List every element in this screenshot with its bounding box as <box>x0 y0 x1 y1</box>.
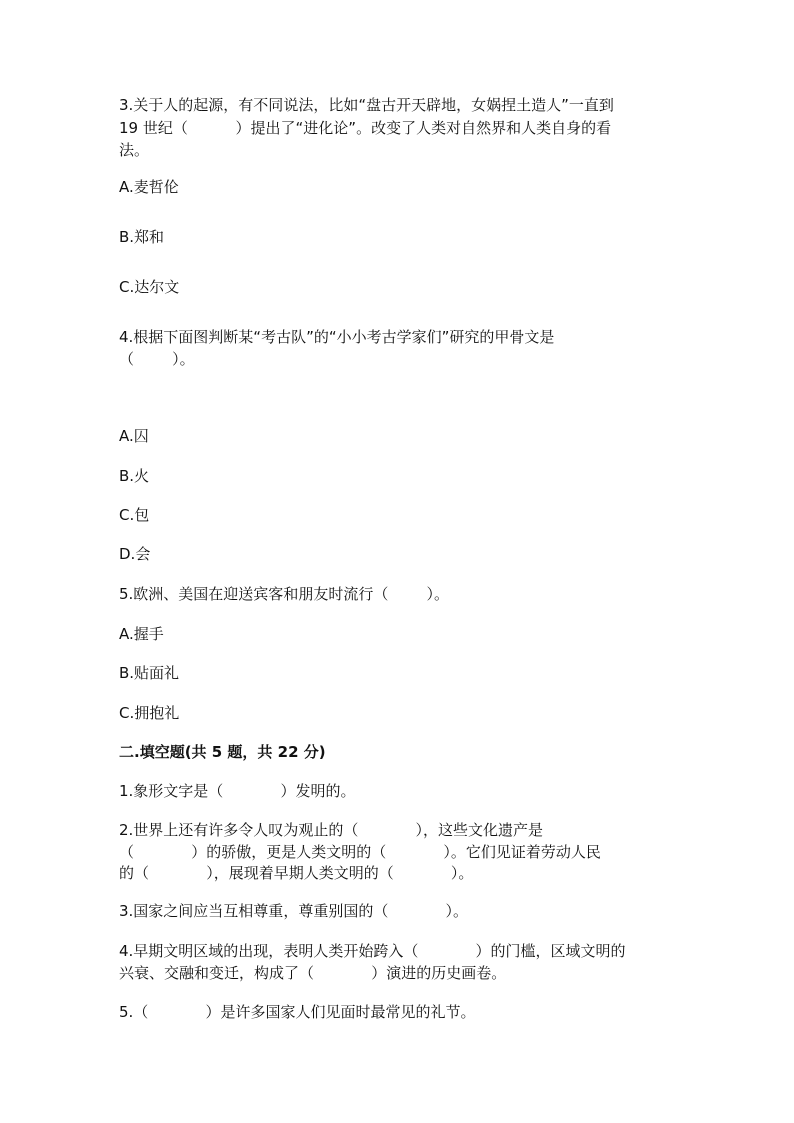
question-text: 5.欧洲、美国在迎送宾客和朋友时流行（ ）。 <box>119 585 449 603</box>
section-title: 二.填空题(共 5 题，共 22 分) <box>119 743 326 761</box>
option-d: D.会 <box>119 545 151 563</box>
option-b: B.郑和 <box>119 228 165 246</box>
option-c: C.包 <box>119 506 150 524</box>
option-b: B.火 <box>119 467 150 485</box>
question-text: （ ）。 <box>119 350 195 368</box>
question-text: 法。 <box>119 141 150 159</box>
question-text: 4.根据下面图判断某“考古队”的“小小考古学家们”研究的甲骨文是 <box>119 328 555 346</box>
question-text: 兴衰、交融和变迁，构成了（ ）演进的历史画卷。 <box>119 964 507 982</box>
question-text: 的（ ），展现着早期人类文明的（ ）。 <box>119 864 474 882</box>
question-text: （ ）的骄傲，更是人类文明的（ ）。它们见证着劳动人民 <box>119 843 601 861</box>
fill-question-5: 5.（ ）是许多国家人们见面时最常见的礼节。 <box>119 1003 476 1021</box>
option-a: A.囚 <box>119 427 149 445</box>
question-text: 19 世纪（ ）提出了“进化论”。改变了人类对自然界和人类自身的看 <box>119 119 612 137</box>
option-a: A.握手 <box>119 625 164 643</box>
question-text: 2.世界上还有许多令人叹为观止的（ ），这些文化遗产是 <box>119 821 544 839</box>
option-c: C.达尔文 <box>119 278 180 296</box>
question-text: 3.关于人的起源，有不同说法，比如“盘古开天辟地，女娲捏土造人”一直到 <box>119 96 614 114</box>
question-text: 4.早期文明区域的出现，表明人类开始跨入（ ）的门槛，区域文明的 <box>119 942 626 960</box>
fill-question-3: 3.国家之间应当互相尊重，尊重别国的（ ）。 <box>119 902 469 920</box>
option-c: C.拥抱礼 <box>119 704 180 722</box>
option-a: A.麦哲伦 <box>119 178 179 196</box>
option-b: B.贴面礼 <box>119 664 180 682</box>
fill-question-1: 1.象形文字是（ ）发明的。 <box>119 782 356 800</box>
